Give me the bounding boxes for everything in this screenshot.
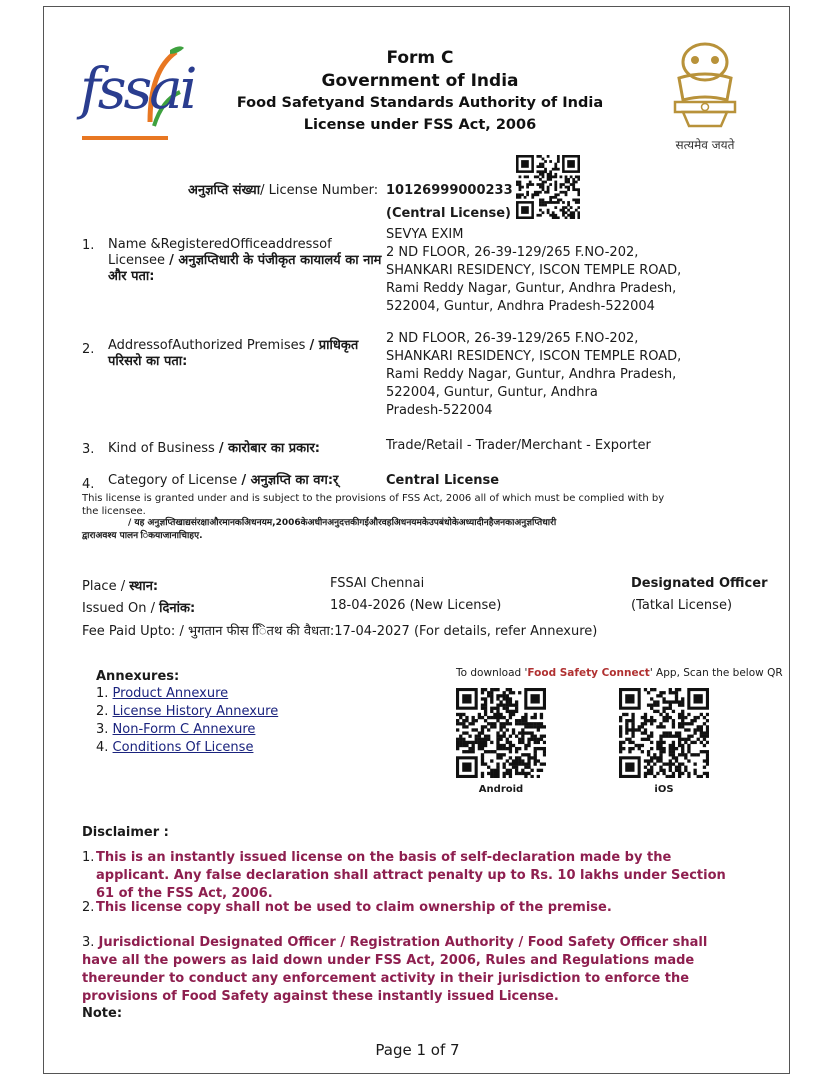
- disclaimer-text: Jurisdictional Designated Officer / Registration Authority / Food Safety Officer shall have all the powers as laid down under FSS Act, 2006, Rules and Regulations made thereunder to conduct any enforcement activity in their jurisdiction to enforce the provisions of Food Safety against these instantly issued License.: [82, 935, 708, 1004]
- authority-title: Food Safetyand Standards Authority of India: [236, 95, 604, 111]
- annexure-number: 4.: [96, 740, 109, 755]
- item-2-label-en: AddressofAuthorized Premises: [108, 338, 306, 353]
- conditions-of-license-link[interactable]: Conditions Of License: [112, 740, 254, 755]
- item-4-label-en: Category of License: [108, 473, 238, 488]
- disclaimer-number: 1.: [82, 850, 95, 865]
- license-number-label-hi: अनुज्ञप्ति संख्या: [188, 183, 261, 198]
- designated-officer: Designated Officer: [631, 576, 768, 591]
- item-3-label-en: Kind of Business: [108, 441, 215, 456]
- item-1-label-en: Name &RegisteredOfficeaddressof Licensee: [108, 237, 332, 268]
- license-number-label-en: / License Number:: [260, 183, 379, 198]
- place-label-en: Place /: [82, 579, 130, 594]
- app-download-prefix: To download ': [456, 667, 528, 679]
- fssai-logo: [80, 40, 195, 150]
- item-3-value: Trade/Retail - Trader/Merchant - Exporter: [386, 438, 651, 453]
- item-1-value-line: 2 ND FLOOR, 26-39-129/265 F.NO-202,: [386, 245, 639, 260]
- form-title: Form C: [386, 48, 454, 68]
- page-number: Page 1 of 7: [375, 1041, 460, 1059]
- item-2-label: [108, 338, 368, 370]
- annexures-title: Annexures:: [96, 669, 180, 684]
- place-label: [82, 576, 158, 594]
- issued-label-hi: दिनांक:: [159, 601, 196, 616]
- item-3-number: 3.: [82, 442, 95, 457]
- issued-label-en: Issued On /: [82, 601, 160, 616]
- license-number-value: 10126999000233: [386, 183, 513, 198]
- item-4-number: 4.: [82, 477, 95, 492]
- government-title: Government of India: [321, 71, 519, 91]
- ios-label: iOS: [654, 784, 674, 795]
- issued-value: 18-04-2026 (New License): [330, 598, 502, 613]
- item-3-label: [108, 438, 320, 456]
- grant-text-en: This license is granted under and is subject to the provisions of FSS Act, 2006 all of which must be complied with by the licensee.: [82, 493, 665, 517]
- license-type: (Central License): [386, 206, 511, 221]
- item-3-label-hi: / कारोबार का प्रकार:: [218, 441, 320, 456]
- annexure-item: [96, 703, 278, 721]
- annexure-item: [96, 685, 278, 703]
- disclaimer-number: 3.: [82, 935, 95, 950]
- fee-paid-row: [82, 621, 597, 639]
- disclaimer-item-1: [82, 849, 742, 903]
- item-4-label: [108, 470, 338, 488]
- item-1-value-line: 522004, Guntur, Andhra Pradesh-522004: [386, 299, 655, 314]
- grant-text-hi-1: / यह अनुज्ञप्तिखाद्यसंरक्षाऔरमानकअिधनयम,2006केअधीनअनुदत्तकीगईऔरवहअिधनयमकेउपबंधोकेअध्यादीनहैजनकाअनुज्ञप्तिधारी: [128, 518, 557, 528]
- item-2-value-line: Rami Reddy Nagar, Guntur, Andhra Pradesh,: [386, 367, 677, 382]
- app-name: Food Safety Connect: [527, 667, 650, 679]
- place-value: FSSAI Chennai: [330, 576, 425, 591]
- place-label-hi: स्थान:: [129, 579, 159, 594]
- disclaimer-text: This is an instantly issued license on the basis of self-declaration made by the applicant. Any false declaration shall attract penalty up to Rs. 10 lakhs under Section 61 of the FSS Act, 2006.: [96, 850, 726, 901]
- android-qr-code[interactable]: [456, 688, 546, 778]
- item-1-value-line: SHANKARI RESIDENCY, ISCON TEMPLE ROAD,: [386, 263, 682, 278]
- fee-paid-value: 17-04-2027 (For details, refer Annexure): [334, 624, 598, 639]
- grant-text-hi-2: द्वाराअवश्य पालन िकयाजानाचािहए.: [82, 531, 203, 541]
- annexure-number: 2.: [96, 704, 109, 719]
- note-label: Note:: [82, 1006, 123, 1021]
- disclaimer-title: Disclaimer :: [82, 825, 169, 840]
- item-2-value: [386, 330, 681, 420]
- item-1-value: [386, 226, 681, 316]
- fssai-logo-text: fssai: [80, 57, 195, 122]
- annexure-number: 3.: [96, 722, 109, 737]
- annexure-number: 1.: [96, 686, 109, 701]
- tatkal-license: (Tatkal License): [631, 598, 733, 613]
- item-1-value-line: SEVYA EXIM: [386, 227, 464, 242]
- item-1-number: 1.: [82, 238, 95, 253]
- annexure-item: [96, 739, 278, 757]
- license-qr-code: [516, 155, 580, 219]
- national-emblem: [650, 40, 760, 155]
- license-history-annexure-link[interactable]: License History Annexure: [112, 704, 279, 719]
- disclaimer-item-3: [82, 934, 742, 1006]
- fee-paid-label: Fee Paid Upto: / भुगतान फीस िितथ की वैधता:: [82, 624, 335, 639]
- item-4-value: Central License: [386, 473, 500, 488]
- item-2-value-line: Pradesh-522004: [386, 403, 493, 418]
- item-1-value-line: Rami Reddy Nagar, Guntur, Andhra Pradesh,: [386, 281, 677, 296]
- app-download-suffix: ' App, Scan the below QR: [649, 667, 783, 679]
- app-download-text: [456, 667, 783, 679]
- disclaimer-item-2: [82, 899, 742, 917]
- item-2-value-line: 2 ND FLOOR, 26-39-129/265 F.NO-202,: [386, 331, 639, 346]
- item-2-number: 2.: [82, 342, 95, 357]
- lion-capital-icon: [665, 40, 745, 130]
- item-4-label-hi: / अनुज्ञप्ति का वग:र्: [241, 473, 339, 488]
- item-2-value-line: 522004, Guntur, Guntur, Andhra: [386, 385, 598, 400]
- android-label: Android: [478, 784, 524, 795]
- issued-label: [82, 598, 195, 616]
- non-form-c-annexure-link[interactable]: Non-Form C Annexure: [112, 722, 256, 737]
- disclaimer-text: This license copy shall not be used to claim ownership of the premise.: [96, 900, 612, 915]
- item-1-label: [108, 237, 388, 285]
- product-annexure-link[interactable]: Product Annexure: [112, 686, 229, 701]
- item-2-value-line: SHANKARI RESIDENCY, ISCON TEMPLE ROAD,: [386, 349, 682, 364]
- annexures-list: [96, 685, 278, 757]
- annexure-item: [96, 721, 278, 739]
- item-2-label-hi: / प्राधिकृत परिसरो का पता:: [108, 338, 359, 369]
- license-number-label: [188, 180, 378, 198]
- ios-qr-code[interactable]: [619, 688, 709, 778]
- emblem-motto: सत्यमेव जयते: [675, 138, 735, 152]
- item-1-label-hi: / अनुज्ञप्तिधारी के पंजीकृत कायालर्य का नाम और पता:: [108, 253, 382, 284]
- license-act-title: License under FSS Act, 2006: [303, 117, 537, 133]
- disclaimer-number: 2.: [82, 900, 95, 915]
